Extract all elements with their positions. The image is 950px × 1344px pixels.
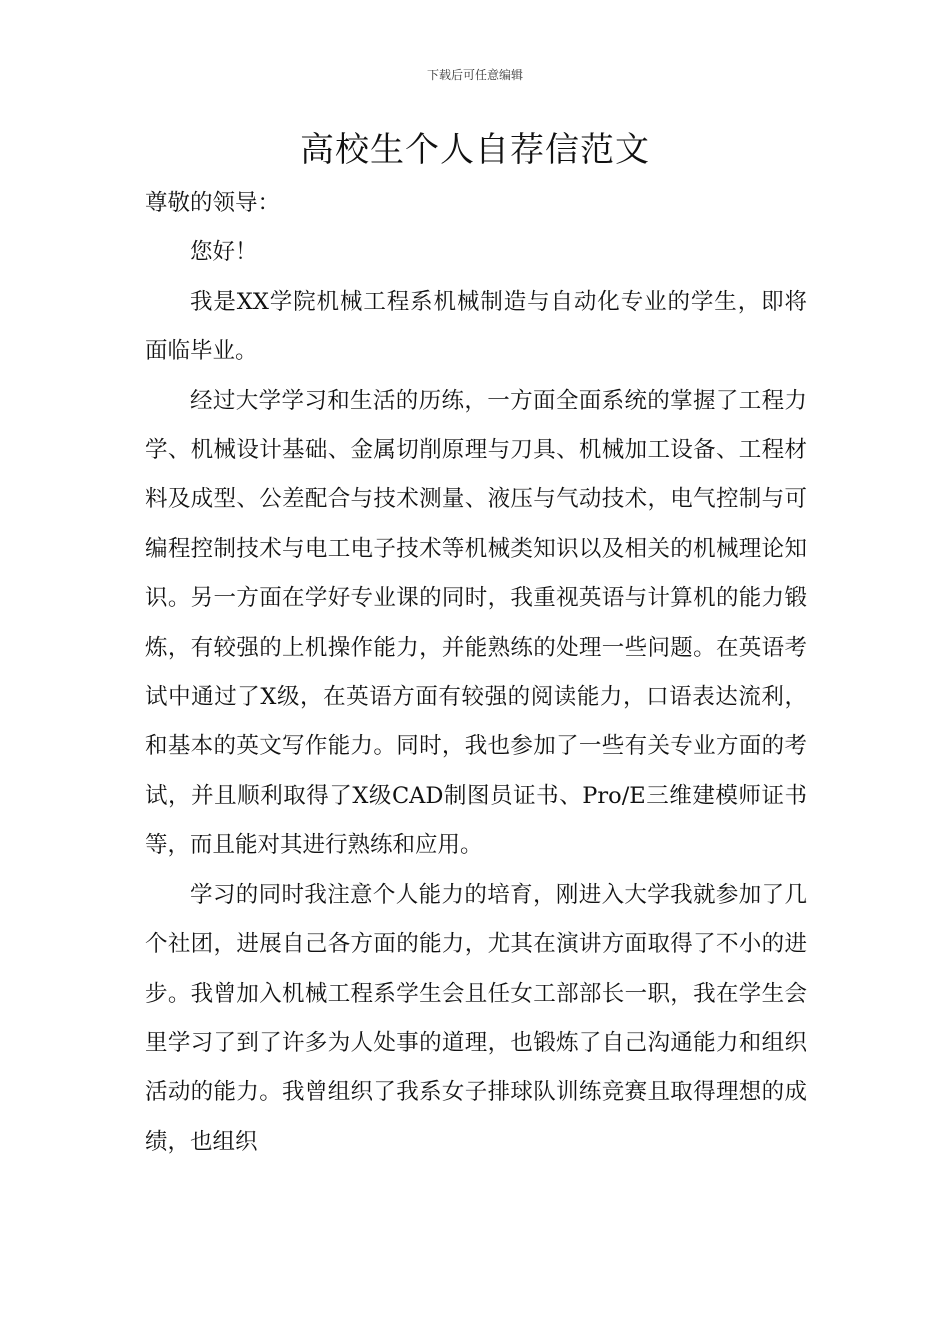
paragraph-intro: 我是XX学院机械工程系机械制造与自动化专业的学生，即将面临毕业。: [145, 288, 807, 365]
header-note: 下载后可任意编辑: [426, 68, 523, 82]
paragraph-studies: 经过大学学习和生活的历练，一方面全面系统的掌握了工程力学、机械设计基础、金属切削原理与刀具、机械加工设备、工程材料及成型、公差配合与技术测量、液压与气动技术，电气控制与可编程控制技术与电工电子技术等机械类知识以及相关的机械理论知识。另一方面在学好专业课的同时，我重视英语与计算机的能力锻炼，有较强的上机操作能力，并能熟练的处理一些问题。在英语考试中通过了X级，在英语方面有较强的阅读能力，口语表达流利，和基本的英文写作能力。同时，我也参加了一些有关专业方面的考试，并且顺利取得了X级CAD制图员证书、Pro/E三维建模师证书等，而且能对其进行熟练和应用。: [145, 387, 807, 859]
salutation: 尊敬的领导：: [145, 190, 281, 216]
document-title: 高校生个人自荐信范文: [300, 130, 650, 170]
paragraph-activities: 学习的同时我注意个人能力的培育，刚进入大学我就参加了几个社团，进展自己各方面的能力，尤其在演讲方面取得了不小的进步。我曾加入机械工程系学生会且任女工部部长一职，我在学生会里学习了到了许多为人处事的道理，也锻炼了自己沟通能力和组织活动的能力。我曾组织了我系女子排球队训练竞赛且取得理想的成绩，也组织: [145, 881, 807, 1155]
letter-body: [145, 179, 807, 1167]
greeting: 您好！: [190, 239, 258, 266]
